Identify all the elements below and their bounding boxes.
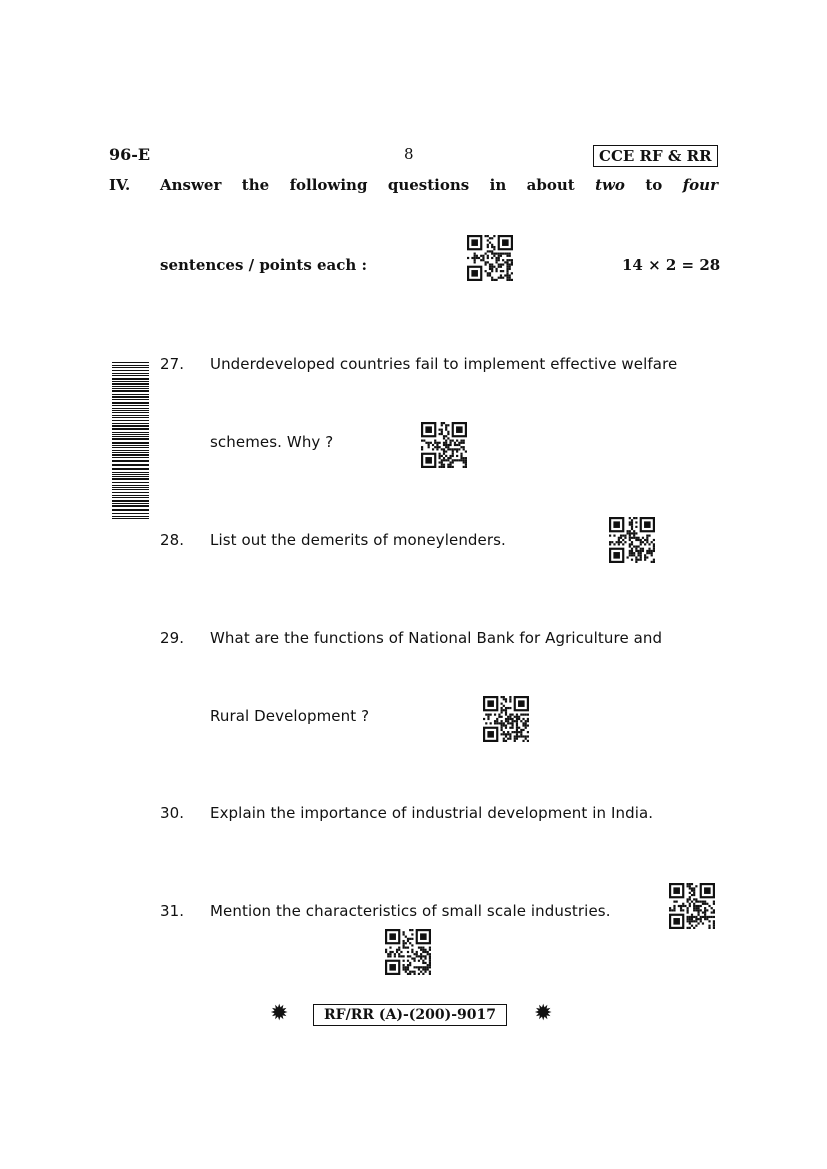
instruction-word: questions: [387, 176, 470, 194]
footer-code: RF/RR (A)-(200)-9017: [313, 1004, 507, 1026]
paper-code: 96-E: [109, 145, 151, 164]
section-marks: 14 × 2 = 28: [622, 256, 721, 274]
page-number: 8: [404, 145, 414, 163]
instruction-word: the: [241, 176, 270, 194]
instruction-word: following: [289, 176, 368, 194]
question-text: schemes. Why ?: [210, 433, 334, 451]
qr-code-icon: [385, 929, 431, 975]
instruction-word: about: [526, 176, 575, 194]
question-number: 27.: [160, 355, 185, 373]
question-text: Explain the importance of industrial development in India.: [210, 804, 654, 822]
question-number: 31.: [160, 902, 185, 920]
star-ornament-icon: ✹: [270, 1001, 289, 1026]
barcode-icon: [112, 362, 149, 520]
instruction-word-two: two: [595, 176, 625, 194]
question-text: Rural Development ?: [210, 707, 370, 725]
star-ornament-icon: ✹: [534, 1001, 553, 1026]
question-text: Underdeveloped countries fail to implement effective welfare: [210, 355, 678, 373]
instruction-word: in: [489, 176, 507, 194]
section-instruction-line2: sentences / points each :: [160, 256, 368, 274]
series-box: CCE RF & RR: [593, 145, 718, 167]
qr-code-icon: [609, 517, 655, 563]
question-text: Mention the characteristics of small scale industries.: [210, 902, 611, 920]
section-number: IV.: [109, 176, 131, 194]
qr-code-icon: [483, 696, 529, 742]
question-number: 29.: [160, 629, 185, 647]
question-number: 30.: [160, 804, 185, 822]
question-text: List out the demerits of moneylenders.: [210, 531, 506, 549]
instruction-word-to: to: [645, 176, 663, 194]
qr-code-icon: [467, 235, 513, 281]
section-instruction-line1: [160, 176, 718, 194]
question-text: What are the functions of National Bank for Agriculture and: [210, 629, 663, 647]
question-number: 28.: [160, 531, 185, 549]
qr-code-icon: [421, 422, 467, 468]
instruction-word: Answer: [160, 176, 222, 194]
instruction-word-four: four: [682, 176, 718, 194]
qr-code-icon: [669, 883, 715, 929]
